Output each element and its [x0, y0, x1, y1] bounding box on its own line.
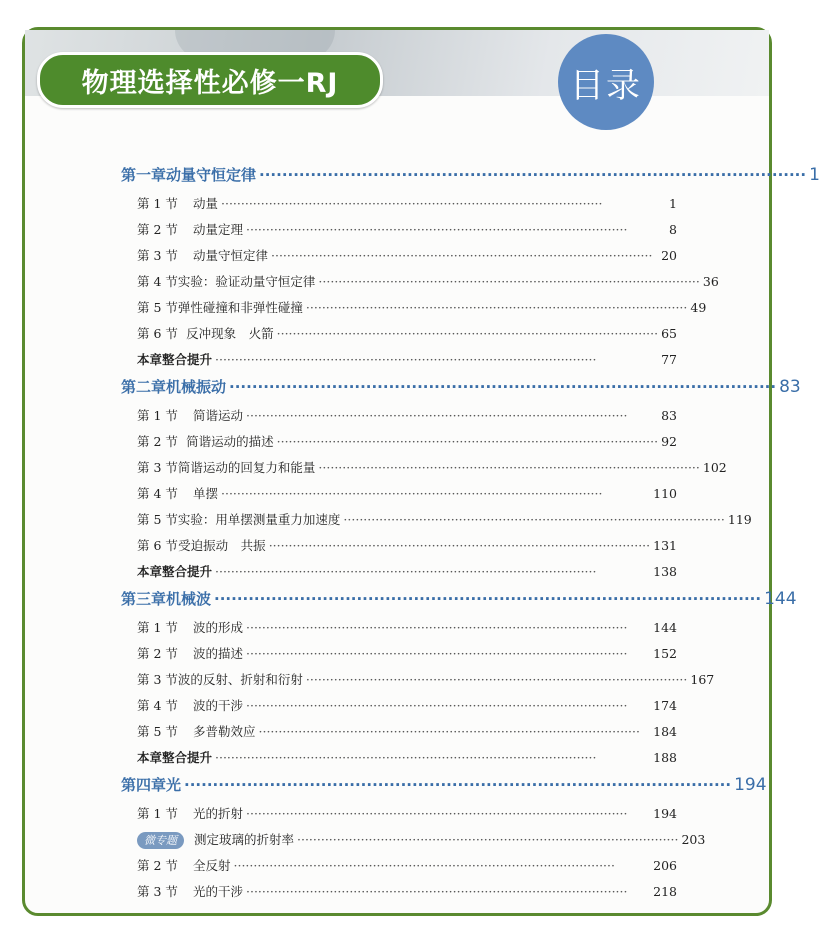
- section-number: 第 1 节: [137, 620, 178, 635]
- toc-section[interactable]: [137, 722, 677, 740]
- toc-section[interactable]: [137, 432, 677, 450]
- toc-chapter-3[interactable]: [121, 588, 797, 609]
- section-page: 152: [653, 646, 677, 661]
- chapter-number: 第二章: [121, 378, 167, 396]
- section-number: 第 3 节: [137, 248, 178, 263]
- section-title: 波的反射、折射和衍射: [177, 672, 303, 687]
- summary-title: 本章整合提升: [137, 352, 213, 367]
- dot-leader: ································································································: [246, 620, 628, 635]
- section-title: 多普勒效应: [193, 724, 256, 739]
- chapter-page: 1: [809, 165, 820, 185]
- toc-section[interactable]: [137, 484, 677, 502]
- section-page: 1: [669, 196, 677, 211]
- dot-leader: ································································································: [246, 806, 628, 821]
- section-title: 测定玻璃的折射率: [194, 832, 295, 847]
- dot-leader: ································································································: [271, 248, 653, 263]
- section-page: 144: [653, 620, 677, 635]
- chapter-page: 144: [764, 589, 797, 609]
- dot-leader: ································································································: [318, 274, 700, 289]
- dot-leader: ································································································: [221, 196, 603, 211]
- section-page: 83: [661, 408, 677, 423]
- section-number: 第 4 节: [137, 698, 178, 713]
- page-frame: [22, 27, 820, 916]
- dot-leader: ································································································: [221, 486, 603, 501]
- section-title: 简谐运动: [193, 408, 244, 423]
- section-page: 174: [653, 698, 677, 713]
- section-page: 65: [661, 326, 677, 341]
- special-topic-badge: 微专题: [137, 832, 184, 849]
- section-number: 第 3 节: [137, 460, 178, 475]
- chapter-page: 194: [734, 775, 767, 795]
- section-number: 第 1 节: [137, 408, 178, 423]
- section-title: 实验：用单摆测量重力加速度: [177, 512, 341, 527]
- section-title: 光的干涉: [193, 884, 244, 899]
- toc-chapter-1[interactable]: [121, 164, 820, 185]
- toc-chapter-2[interactable]: [121, 376, 801, 397]
- toc-chapter-summary[interactable]: [137, 562, 677, 580]
- section-page: 92: [661, 434, 677, 449]
- toc-section[interactable]: [137, 644, 677, 662]
- section-number: 第 5 节: [137, 724, 178, 739]
- section-number: 第 5 节: [137, 512, 178, 527]
- dot-leader: ································································································: [246, 222, 628, 237]
- section-title: 单摆: [193, 486, 219, 501]
- chapter-number: 第三章: [121, 590, 167, 608]
- section-title: 弹性碰撞和非弹性碰撞: [177, 300, 303, 315]
- summary-title: 本章整合提升: [137, 564, 213, 579]
- toc-section[interactable]: [137, 618, 677, 636]
- chapter-title: 动量守恒定律: [166, 166, 257, 184]
- summary-page: 77: [661, 352, 677, 367]
- section-title: 动量守恒定律: [193, 248, 269, 263]
- section-title: 实验：验证动量守恒定律: [177, 274, 316, 289]
- section-page: 20: [661, 248, 677, 263]
- toc-section[interactable]: [137, 324, 677, 342]
- section-page: 131: [653, 538, 677, 553]
- section-page: 49: [690, 300, 707, 315]
- dot-leader: ································································································: [215, 750, 597, 765]
- dot-leader: ································································································: [276, 326, 659, 341]
- section-title: 全反射: [193, 858, 231, 873]
- toc-section[interactable]: [137, 804, 677, 822]
- dot-leader: ································································································: [215, 564, 597, 579]
- summary-title: 本章整合提升: [137, 750, 213, 765]
- section-number: 第 1 节: [137, 806, 178, 821]
- dot-leader: ································································································: [318, 460, 700, 475]
- section-page: 206: [653, 858, 677, 873]
- toc-section[interactable]: [137, 696, 677, 714]
- section-number: 第 2 节: [137, 222, 178, 237]
- toc-section[interactable]: [137, 246, 677, 264]
- dot-leader: ································································································: [215, 352, 597, 367]
- section-title: 简谐运动的描述: [186, 434, 274, 449]
- dot-leader: ································································································: [184, 776, 732, 794]
- section-number: 第 4 节: [137, 274, 178, 289]
- toc-section[interactable]: [137, 536, 677, 554]
- book-title: 物理选择性必修一RJ: [37, 52, 383, 108]
- section-title: 动量: [193, 196, 219, 211]
- section-title: 动量定理: [193, 222, 244, 237]
- section-number: 第 2 节: [137, 858, 178, 873]
- dot-leader: ································································································: [259, 166, 807, 184]
- chapter-number: 第四章: [121, 776, 167, 794]
- section-number: 第 4 节: [137, 486, 178, 501]
- toc-section[interactable]: [137, 856, 677, 874]
- toc-section[interactable]: [137, 458, 727, 476]
- section-number: 第 2 节: [137, 434, 178, 449]
- toc-chapter-summary[interactable]: [137, 350, 677, 368]
- dot-leader: ································································································: [233, 858, 615, 873]
- section-page: 102: [702, 460, 727, 475]
- dot-leader: ································································································: [268, 538, 651, 553]
- dot-leader: ································································································: [305, 300, 688, 315]
- section-page: 184: [653, 724, 677, 739]
- section-number: 第 5 节: [137, 300, 178, 315]
- toc-badge: 目录: [558, 34, 654, 130]
- section-number: 第 1 节: [137, 196, 178, 211]
- section-number: 第 6 节: [137, 538, 178, 553]
- section-page: 203: [681, 832, 706, 847]
- section-number: 第 2 节: [137, 646, 178, 661]
- section-page: 8: [669, 222, 677, 237]
- toc-section[interactable]: [137, 510, 752, 528]
- section-number: 第 6 节: [137, 326, 178, 341]
- dot-leader: ································································································: [246, 884, 628, 899]
- section-title: 波的形成: [193, 620, 244, 635]
- chapter-title: 机械波: [166, 590, 212, 608]
- toc-special-topic[interactable]: [137, 830, 706, 849]
- section-title: 简谐运动的回复力和能量: [177, 460, 316, 475]
- chapter-page: 83: [779, 377, 801, 397]
- dot-leader: ································································································: [246, 646, 628, 661]
- chapter-title: 光: [166, 776, 182, 794]
- dot-leader: ································································································: [343, 512, 725, 527]
- toc-section[interactable]: [137, 298, 707, 316]
- toc-chapter-4[interactable]: [121, 774, 767, 795]
- chapter-number: 第一章: [121, 166, 167, 184]
- dot-leader: ································································································: [276, 434, 659, 449]
- dot-leader: ································································································: [229, 378, 777, 396]
- section-page: 36: [702, 274, 719, 289]
- section-title: 受迫振动 共振: [178, 538, 266, 553]
- toc-section[interactable]: [137, 194, 677, 212]
- toc-section[interactable]: [137, 406, 677, 424]
- toc-section[interactable]: [137, 272, 719, 290]
- dot-leader: ································································································: [305, 672, 688, 687]
- section-number: 第 3 节: [137, 884, 178, 899]
- section-title: 光的折射: [193, 806, 244, 821]
- toc-section[interactable]: [137, 882, 677, 900]
- toc-chapter-summary[interactable]: [137, 748, 677, 766]
- dot-leader: ································································································: [246, 698, 628, 713]
- toc-section[interactable]: [137, 220, 677, 238]
- section-page: 218: [653, 884, 677, 899]
- dot-leader: ································································································: [297, 832, 679, 847]
- dot-leader: ································································································: [258, 724, 640, 739]
- section-page: 167: [690, 672, 715, 687]
- section-number: 第 3 节: [137, 672, 178, 687]
- section-title: 波的描述: [193, 646, 244, 661]
- summary-page: 138: [653, 564, 677, 579]
- section-page: 110: [653, 486, 677, 501]
- dot-leader: ································································································: [246, 408, 628, 423]
- section-page: 119: [727, 512, 752, 527]
- section-page: 194: [653, 806, 677, 821]
- summary-page: 188: [653, 750, 677, 765]
- dot-leader: ································································································: [214, 590, 762, 608]
- section-title: 波的干涉: [193, 698, 244, 713]
- toc-section[interactable]: [137, 670, 715, 688]
- section-title: 反冲现象 火箭: [186, 326, 274, 341]
- chapter-title: 机械振动: [166, 378, 227, 396]
